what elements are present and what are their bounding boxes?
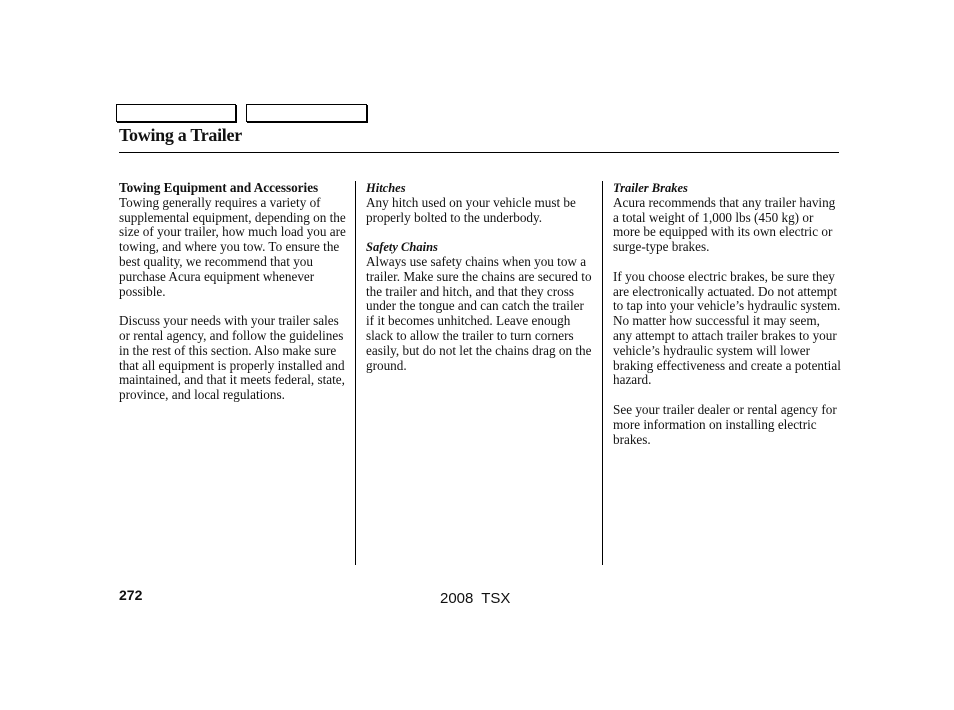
section-heading-safety-chains: Safety Chains	[366, 240, 438, 255]
column-divider	[602, 181, 603, 565]
column-hitches	[366, 181, 594, 373]
model-label: 2008 TSX	[440, 590, 511, 607]
nav-button-main-menu[interactable]	[116, 104, 236, 122]
paragraph: Acura recommends that any trailer having a total weight of 1,000 lbs (450 kg) or more be equipped with its own electric or surge-type brakes.	[613, 194, 836, 255]
column-divider	[355, 181, 356, 565]
section-heading-trailer-brakes: Trailer Brakes	[613, 181, 688, 195]
paragraph: Towing generally requires a variety of supplemental equipment, depending on the size of your trailer, how much load you are towing, and where you tow. To ensure the best quality, we recommend that you purchase Acura equipment whenever possible.	[119, 194, 346, 299]
paragraph: Always use safety chains when you tow a trailer. Make sure the chains are secured to the trailer and hitch, and that they cross under the tongue and can catch the trailer if it becomes unhitched. Leave enough slack to allow the trailer to turn corners easily, but do not let the chains drag on the ground.	[366, 253, 592, 373]
nav-button-index[interactable]	[246, 104, 367, 122]
paragraph: Any hitch used on your vehicle must be properly bolted to the underbody.	[366, 194, 576, 225]
paragraph: Discuss your needs with your trailer sales or rental agency, and follow the guidelines in the rest of this section. Also make sure that all equipment is properly installed and maintained, and that it meets federal, state, province, and local regulations.	[119, 313, 345, 403]
section-heading-towing-equipment: Towing Equipment and Accessories	[119, 180, 319, 195]
paragraph: See your trailer dealer or rental agency for more information on installing electric brakes.	[613, 401, 837, 447]
column-towing-equipment	[119, 181, 347, 403]
page-title: Towing a Trailer	[119, 125, 242, 145]
page-number: 272	[119, 587, 143, 603]
title-divider	[119, 152, 839, 153]
column-trailer-brakes	[613, 181, 841, 447]
section-heading-hitches: Hitches	[366, 181, 406, 195]
paragraph: If you choose electric brakes, be sure they are electronically actuated. Do not attempt to tap into your vehicle’s hydraulic system. No matter how successful it may seem, any attempt to attach trailer brakes to your vehicle’s hydraulic system will lower braking effectiveness and create a potential hazard.	[613, 268, 841, 388]
